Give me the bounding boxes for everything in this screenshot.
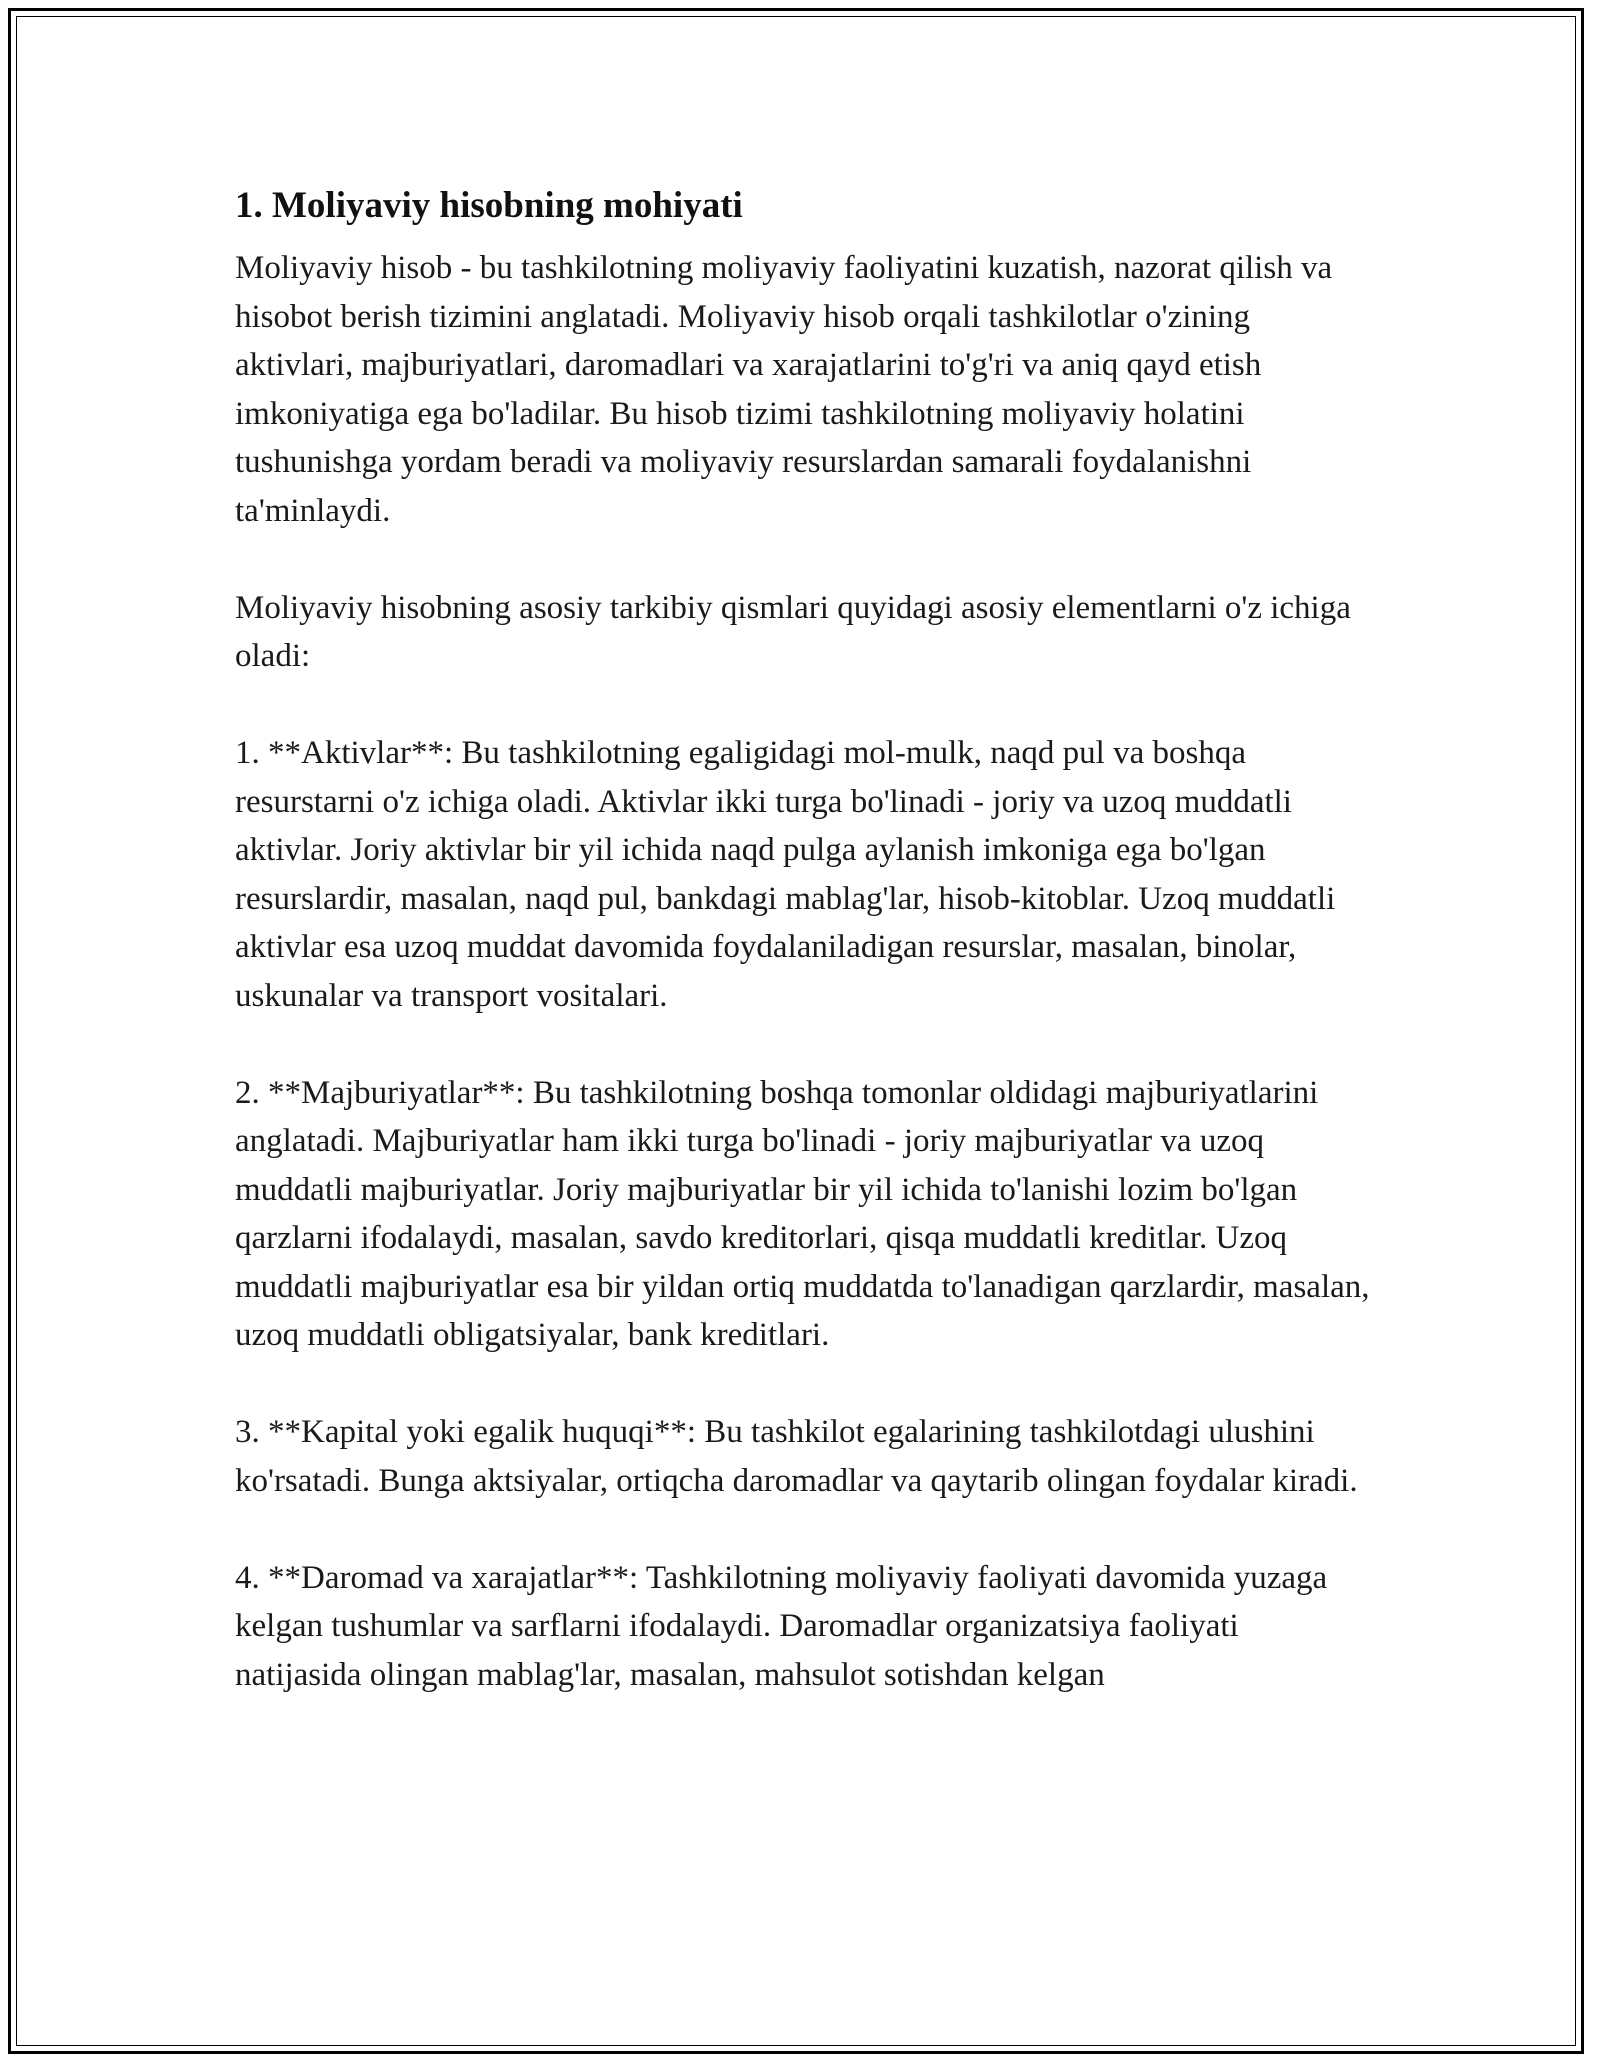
paragraph-equity: 3. **Kapital yoki egalik huquqi**: Bu tashkilot egalarining tashkilotdagi ulushini ko'rsatadi. Bunga aktsiyalar, ortiqcha daromadlar va qaytarib olingan foydalar kiradi.	[235, 1414, 1358, 1499]
section-heading: 1. Moliyaviy hisobning mohiyati	[235, 185, 743, 226]
paragraph-liabilities: 2. **Majburiyatlar**: Bu tashkilotning boshqa tomonlar oldidagi majburiyatlarini anglatadi. Majburiyatlar ham ikki turga bo'linadi - joriy majburiyatlar va uzoq muddatli majburiyatlar. Joriy majburiyatlar bir yil ichida to'lanishi lozim bo'lgan qarzlarni ifodalaydi, masalan, savdo kreditorlari, qisqa muddatli kreditlar. Uzoq muddatli majburiyatlar esa bir yildan ortiq muddatda to'lanadigan qarzlardir, masalan, uzoq muddatli obligatsiyalar, bank kreditlari.	[235, 1074, 1370, 1354]
document-body	[235, 182, 1370, 1748]
paragraph-intro: Moliyaviy hisob - bu tashkilotning moliyaviy faoliyatini kuzatish, nazorat qilish va hisobot berish tizimini anglatadi. Moliyaviy hisob orqali tashkilotlar o'zining aktivlari, majburiyatlari, daromadlari va xarajatlarini to'g'ri va aniq qayd etish imkoniyatiga ega bo'ladilar. Bu hisob tizimi tashkilotning moliyaviy holatini tushunishga yordam beradi va moliyaviy resurslardan samarali foydalanishni ta'minlaydi.	[235, 250, 1333, 529]
paragraph-components-intro: Moliyaviy hisobning asosiy tarkibiy qismlari quyidagi asosiy elementlarni o'z ichiga oladi:	[235, 589, 1351, 675]
paragraph-income-expenses: 4. **Daromad va xarajatlar**: Tashkilotning moliyaviy faoliyati davomida yuzaga kelgan tushumlar va sarflarni ifodalaydi. Daromadlar organizatsiya faoliyati natijasida olingan mablag'lar, masalan, mahsulot sotishdan kelgan	[235, 1559, 1328, 1693]
paragraph-assets: 1. **Aktivlar**: Bu tashkilotning egaligidagi mol-mulk, naqd pul va boshqa resurstarni o'z ichiga oladi. Aktivlar ikki turga bo'linadi - joriy va uzoq muddatli aktivlar. Joriy aktivlar bir yil ichida naqd pulga aylanish imkoniga ega bo'lgan resurslardir, masalan, naqd pul, bankdagi mablag'lar, hisob-kitoblar. Uzoq muddatli aktivlar esa uzoq muddat davomida foydalaniladigan resurslar, masalan, binolar, uskunalar va transport vositalari.	[235, 735, 1336, 1014]
